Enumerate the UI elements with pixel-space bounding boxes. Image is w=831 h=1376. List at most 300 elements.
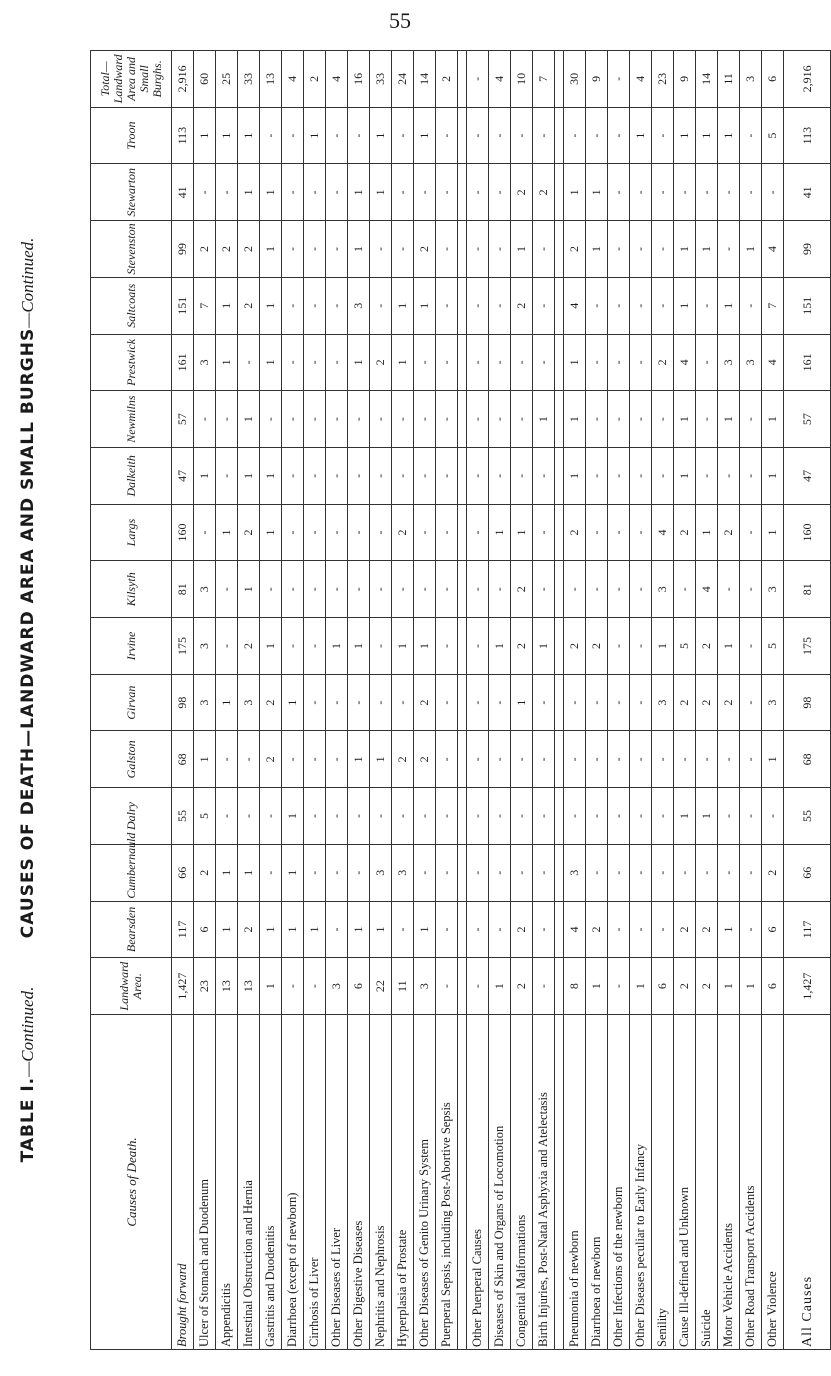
value-cell: 6 <box>652 958 674 1015</box>
cause-cell: Gastritis and Duodenitis <box>260 1015 282 1350</box>
value-cell: - <box>348 788 370 845</box>
value-cell: - <box>216 788 238 845</box>
value-cell: - <box>489 788 511 845</box>
value-cell: 41 <box>784 164 831 221</box>
value-cell: 2 <box>238 504 260 561</box>
header-column: Girvan <box>91 674 172 731</box>
value-cell: 1 <box>348 164 370 221</box>
value-cell: - <box>326 901 348 958</box>
value-cell <box>555 844 564 901</box>
value-cell <box>458 447 467 504</box>
value-cell: 6 <box>194 901 216 958</box>
value-cell: - <box>674 844 696 901</box>
table-row <box>564 51 586 1350</box>
value-cell: - <box>608 107 630 164</box>
value-cell: - <box>436 561 458 618</box>
value-cell: 2 <box>533 164 555 221</box>
value-cell <box>555 107 564 164</box>
value-cell: - <box>436 391 458 448</box>
table-row <box>458 51 467 1350</box>
value-cell: 5 <box>194 788 216 845</box>
value-cell: 47 <box>172 447 194 504</box>
value-cell: 1 <box>718 107 740 164</box>
value-cell: 1,427 <box>784 958 831 1015</box>
table-row <box>762 51 784 1350</box>
value-cell: - <box>608 844 630 901</box>
value-cell: 1 <box>216 901 238 958</box>
value-cell: - <box>740 504 762 561</box>
value-cell: - <box>467 51 489 108</box>
value-cell: - <box>630 561 652 618</box>
header-column: Dalry <box>91 788 172 845</box>
table-row <box>489 51 511 1350</box>
value-cell: - <box>370 788 392 845</box>
value-cell: 98 <box>784 674 831 731</box>
value-cell: 3 <box>194 674 216 731</box>
value-cell <box>555 391 564 448</box>
table-row <box>696 51 718 1350</box>
value-cell: - <box>392 674 414 731</box>
value-cell: 22 <box>370 958 392 1015</box>
value-cell: 2 <box>414 731 436 788</box>
value-cell: - <box>304 788 326 845</box>
value-cell: 23 <box>194 958 216 1015</box>
value-cell: - <box>652 221 674 278</box>
value-cell: 3 <box>392 844 414 901</box>
value-cell: - <box>489 674 511 731</box>
value-cell: - <box>608 391 630 448</box>
value-cell: 113 <box>172 107 194 164</box>
value-cell: - <box>414 334 436 391</box>
value-cell: - <box>436 844 458 901</box>
value-cell: 1 <box>282 901 304 958</box>
value-cell: 4 <box>564 901 586 958</box>
value-cell: 1 <box>674 447 696 504</box>
value-cell: 1 <box>260 221 282 278</box>
value-cell: 1 <box>586 958 608 1015</box>
cause-cell: Other Digestive Diseases <box>348 1015 370 1350</box>
value-cell: - <box>740 164 762 221</box>
value-cell: 1 <box>414 901 436 958</box>
value-cell: - <box>696 447 718 504</box>
value-cell: - <box>326 164 348 221</box>
value-cell: - <box>348 674 370 731</box>
value-cell: - <box>414 504 436 561</box>
value-cell: - <box>511 788 533 845</box>
value-cell: - <box>467 277 489 334</box>
value-cell: - <box>608 164 630 221</box>
value-cell <box>555 901 564 958</box>
value-cell: 2 <box>194 844 216 901</box>
value-cell: - <box>414 788 436 845</box>
value-cell: 98 <box>172 674 194 731</box>
cause-cell <box>458 1015 467 1350</box>
value-cell: - <box>436 958 458 1015</box>
value-cell: 1 <box>674 277 696 334</box>
cause-cell: Other Diseases of Genito Urinary System <box>414 1015 436 1350</box>
value-cell: - <box>740 674 762 731</box>
value-cell: 1 <box>586 164 608 221</box>
cause-cell: Nephritis and Nephrosis <box>370 1015 392 1350</box>
value-cell: 14 <box>696 51 718 108</box>
cause-cell: Pneumonia of newborn <box>564 1015 586 1350</box>
value-cell: - <box>348 391 370 448</box>
value-cell: 1 <box>194 447 216 504</box>
value-cell: - <box>489 447 511 504</box>
value-cell: - <box>304 561 326 618</box>
value-cell: 1 <box>718 391 740 448</box>
value-cell: 13 <box>260 51 282 108</box>
header-column: Saltcoats <box>91 277 172 334</box>
value-cell: 2 <box>718 504 740 561</box>
value-cell: - <box>718 561 740 618</box>
value-cell: - <box>608 334 630 391</box>
value-cell: - <box>370 391 392 448</box>
value-cell: - <box>304 674 326 731</box>
header-column: Irvine <box>91 618 172 675</box>
value-cell: 1 <box>533 391 555 448</box>
rotated-table-block <box>18 50 815 1350</box>
value-cell: - <box>489 731 511 788</box>
table-row <box>533 51 555 1350</box>
value-cell: - <box>533 901 555 958</box>
value-cell: 24 <box>392 51 414 108</box>
value-cell: 7 <box>533 51 555 108</box>
value-cell: 1 <box>511 674 533 731</box>
value-cell: 1 <box>370 164 392 221</box>
value-cell <box>458 51 467 108</box>
value-cell: - <box>740 788 762 845</box>
value-cell: - <box>489 221 511 278</box>
value-cell: - <box>370 277 392 334</box>
value-cell: 2 <box>652 334 674 391</box>
value-cell: - <box>674 164 696 221</box>
value-cell: - <box>282 277 304 334</box>
value-cell: 2 <box>260 731 282 788</box>
value-cell: - <box>436 107 458 164</box>
value-cell: - <box>630 447 652 504</box>
value-cell: - <box>696 731 718 788</box>
value-cell: - <box>489 391 511 448</box>
value-cell <box>555 51 564 108</box>
value-cell: 3 <box>194 334 216 391</box>
table-row <box>216 51 238 1350</box>
value-cell: 3 <box>414 958 436 1015</box>
table-heading: CAUSES OF DEATH—LANDWARD AREA AND SMALL BURGHS <box>18 327 38 939</box>
value-cell: - <box>304 447 326 504</box>
value-cell: - <box>326 334 348 391</box>
value-cell: - <box>489 164 511 221</box>
value-cell: - <box>326 731 348 788</box>
value-cell: 1 <box>392 618 414 675</box>
value-cell: 1 <box>282 788 304 845</box>
value-cell: 3 <box>740 334 762 391</box>
value-cell: 3 <box>762 674 784 731</box>
value-cell: 6 <box>348 958 370 1015</box>
value-cell: - <box>216 561 238 618</box>
value-cell: - <box>194 504 216 561</box>
value-cell: - <box>740 561 762 618</box>
value-cell: - <box>652 844 674 901</box>
value-cell: 2 <box>194 221 216 278</box>
cause-cell: Other Diseases of Liver <box>326 1015 348 1350</box>
value-cell: 1 <box>740 958 762 1015</box>
cause-cell: Diseases of Skin and Organs of Locomotion <box>489 1015 511 1350</box>
table-row <box>652 51 674 1350</box>
value-cell: - <box>414 561 436 618</box>
value-cell: - <box>392 901 414 958</box>
value-cell: - <box>740 618 762 675</box>
value-cell: - <box>348 107 370 164</box>
table-row <box>740 51 762 1350</box>
value-cell <box>555 277 564 334</box>
value-cell: 1 <box>348 334 370 391</box>
value-cell: - <box>370 221 392 278</box>
value-cell: - <box>489 107 511 164</box>
value-cell <box>458 277 467 334</box>
header-column: Stewarton <box>91 164 172 221</box>
table-row <box>630 51 652 1350</box>
value-cell: 30 <box>564 51 586 108</box>
table-row <box>467 51 489 1350</box>
value-cell: - <box>511 447 533 504</box>
header-column: Bearsden <box>91 901 172 958</box>
value-cell: 2 <box>304 51 326 108</box>
value-cell: - <box>238 334 260 391</box>
value-cell: - <box>696 164 718 221</box>
value-cell: - <box>718 221 740 278</box>
value-cell: 1 <box>238 107 260 164</box>
value-cell: - <box>586 788 608 845</box>
value-cell: 1 <box>370 901 392 958</box>
value-cell: - <box>260 844 282 901</box>
value-cell <box>458 164 467 221</box>
value-cell: - <box>282 958 304 1015</box>
value-cell: 161 <box>784 334 831 391</box>
value-cell: 1 <box>718 277 740 334</box>
value-cell: - <box>762 788 784 845</box>
value-cell: 1 <box>696 221 718 278</box>
value-cell: 11 <box>718 51 740 108</box>
value-cell: - <box>414 844 436 901</box>
value-cell: - <box>533 334 555 391</box>
value-cell <box>458 788 467 845</box>
value-cell: - <box>304 844 326 901</box>
value-cell: 1 <box>762 447 784 504</box>
value-cell: 1 <box>718 958 740 1015</box>
value-cell: 1 <box>194 107 216 164</box>
value-cell: 4 <box>564 277 586 334</box>
value-cell: 99 <box>172 221 194 278</box>
value-cell: - <box>467 561 489 618</box>
value-cell: - <box>511 334 533 391</box>
cause-cell: Other Puerperal Causes <box>467 1015 489 1350</box>
value-cell: - <box>630 164 652 221</box>
value-cell: - <box>326 844 348 901</box>
cause-cell: Brought forward <box>172 1015 194 1350</box>
value-cell: - <box>436 901 458 958</box>
table-row <box>282 51 304 1350</box>
value-cell: 1 <box>718 618 740 675</box>
value-cell: - <box>467 618 489 675</box>
value-cell: - <box>348 504 370 561</box>
cause-cell: Birth Injuries, Post-Natal Asphyxia and Atelectasis <box>533 1015 555 1350</box>
value-cell: - <box>696 334 718 391</box>
value-cell: - <box>436 674 458 731</box>
value-cell: 55 <box>784 788 831 845</box>
value-cell: 2 <box>696 674 718 731</box>
value-cell: - <box>326 674 348 731</box>
value-cell: 1 <box>348 731 370 788</box>
value-cell: 2 <box>696 958 718 1015</box>
value-cell: 8 <box>564 958 586 1015</box>
value-cell: 3 <box>194 561 216 618</box>
value-cell: - <box>608 901 630 958</box>
value-cell: - <box>652 277 674 334</box>
value-cell: - <box>533 788 555 845</box>
value-cell <box>555 618 564 675</box>
value-cell: - <box>533 731 555 788</box>
value-cell: - <box>282 561 304 618</box>
value-cell: - <box>304 618 326 675</box>
value-cell: 1 <box>674 221 696 278</box>
value-cell: 1 <box>762 391 784 448</box>
value-cell: 7 <box>194 277 216 334</box>
cause-cell: Cause Ill-defined and Unknown <box>674 1015 696 1350</box>
table-heading-suffix: —Continued. <box>18 237 37 328</box>
value-cell: - <box>304 221 326 278</box>
value-cell: 2 <box>436 51 458 108</box>
value-cell <box>555 221 564 278</box>
value-cell: - <box>740 447 762 504</box>
value-cell: 3 <box>238 674 260 731</box>
value-cell: 175 <box>172 618 194 675</box>
value-cell: 2,916 <box>784 51 831 108</box>
value-cell: - <box>392 164 414 221</box>
value-cell: - <box>436 504 458 561</box>
value-cell: - <box>392 447 414 504</box>
value-cell: - <box>630 788 652 845</box>
value-cell: 1 <box>238 844 260 901</box>
value-cell: - <box>740 844 762 901</box>
value-cell: - <box>348 447 370 504</box>
value-cell: 1 <box>260 618 282 675</box>
value-cell: 1 <box>696 504 718 561</box>
value-cell <box>458 504 467 561</box>
value-cell <box>555 958 564 1015</box>
value-cell: 1 <box>370 107 392 164</box>
table-row <box>260 51 282 1350</box>
value-cell: 3 <box>652 674 674 731</box>
value-cell: 151 <box>784 277 831 334</box>
cause-cell: Motor Vehicle Accidents <box>718 1015 740 1350</box>
value-cell: - <box>630 504 652 561</box>
value-cell: 1 <box>304 107 326 164</box>
value-cell: - <box>586 731 608 788</box>
value-cell: - <box>282 731 304 788</box>
value-cell: - <box>304 391 326 448</box>
value-cell: - <box>630 731 652 788</box>
value-cell: 1 <box>282 674 304 731</box>
value-cell: 68 <box>784 731 831 788</box>
value-cell: 2 <box>260 674 282 731</box>
value-cell: - <box>216 164 238 221</box>
header-column: Largs <box>91 504 172 561</box>
table-row <box>511 51 533 1350</box>
value-cell: - <box>467 164 489 221</box>
value-cell: - <box>326 391 348 448</box>
value-cell: - <box>762 164 784 221</box>
value-cell: - <box>652 788 674 845</box>
value-cell: 3 <box>740 51 762 108</box>
value-cell: - <box>718 164 740 221</box>
value-cell: 2 <box>238 901 260 958</box>
value-cell: - <box>216 391 238 448</box>
value-cell <box>458 391 467 448</box>
value-cell: - <box>608 277 630 334</box>
value-cell: - <box>392 107 414 164</box>
value-cell: 3 <box>762 561 784 618</box>
value-cell: - <box>586 277 608 334</box>
value-cell: - <box>718 447 740 504</box>
value-cell: - <box>467 391 489 448</box>
value-cell: - <box>533 674 555 731</box>
value-cell: - <box>608 958 630 1015</box>
value-cell: - <box>467 107 489 164</box>
page-number: 55 <box>389 8 411 33</box>
value-cell: - <box>489 901 511 958</box>
value-cell: 2 <box>511 561 533 618</box>
value-cell: - <box>630 618 652 675</box>
value-cell: - <box>282 447 304 504</box>
cause-cell: Hyperplasia of Prostate <box>392 1015 414 1350</box>
value-cell <box>555 447 564 504</box>
value-cell: - <box>304 164 326 221</box>
value-cell: 10 <box>511 51 533 108</box>
value-cell: 2,916 <box>172 51 194 108</box>
value-cell: 3 <box>370 844 392 901</box>
value-cell: 1 <box>260 447 282 504</box>
cause-cell: Intestinal Obstruction and Hernia <box>238 1015 260 1350</box>
value-cell <box>555 504 564 561</box>
table-row <box>326 51 348 1350</box>
value-cell <box>555 731 564 788</box>
value-cell: - <box>326 788 348 845</box>
value-cell: - <box>630 844 652 901</box>
value-cell: - <box>489 334 511 391</box>
value-cell: - <box>586 674 608 731</box>
value-cell: 2 <box>511 901 533 958</box>
value-cell: - <box>608 618 630 675</box>
value-cell: 81 <box>784 561 831 618</box>
value-cell: 4 <box>630 51 652 108</box>
value-cell: 1 <box>238 164 260 221</box>
value-cell: - <box>467 958 489 1015</box>
header-column: Newmilns <box>91 391 172 448</box>
value-cell: 1 <box>489 958 511 1015</box>
value-cell: 2 <box>564 221 586 278</box>
value-cell: 1 <box>630 958 652 1015</box>
value-cell: 1 <box>414 107 436 164</box>
value-cell: - <box>370 447 392 504</box>
value-cell: - <box>696 844 718 901</box>
value-cell: - <box>436 221 458 278</box>
value-cell: 1 <box>370 731 392 788</box>
value-cell: - <box>564 731 586 788</box>
value-cell: 2 <box>238 221 260 278</box>
value-cell: 1 <box>489 504 511 561</box>
value-cell: - <box>392 221 414 278</box>
